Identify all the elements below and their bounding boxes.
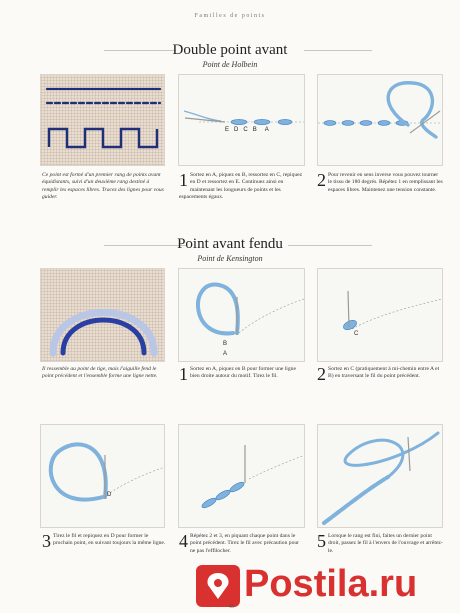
step-number: 4: [179, 531, 188, 551]
label-a: A: [223, 351, 228, 357]
label-b: B: [252, 127, 257, 133]
section2-subtitle: Point de Kensington: [197, 254, 263, 263]
section2-intro: Il ressemble au point de tige, mais l'aiguille fend le point précédent et l'ensemble forme une ligne nette.: [42, 366, 158, 380]
section1-title: Double point avant: [172, 42, 288, 58]
kensington-step2-illustration: [317, 268, 443, 362]
kensington-step5-illustration: [317, 424, 443, 528]
holbein-step2-illustration: [317, 74, 443, 166]
postila-logo-icon: [196, 565, 240, 607]
step-text: Sortez en C (pratiquement à mi-chemin entre A et B) en traversant le fil du point précédent.: [328, 366, 440, 380]
section1-step2: [317, 172, 443, 194]
section1-subtitle: Point de Holbein: [202, 60, 258, 69]
section2-step5: [317, 533, 443, 555]
step-number: 1: [179, 364, 188, 384]
step-number: 2: [317, 170, 326, 190]
kensington-step4-illustration: [178, 424, 305, 528]
label-d: D: [234, 127, 239, 133]
section2-title: Point avant fendu: [177, 236, 283, 252]
step-number: 5: [317, 531, 326, 551]
postila-watermark: Postila.ru: [244, 563, 418, 605]
step-text: Lorsque le rang est fini, faites un dernier point droit, passez le fil à l'envers de l'ouvrage et arrêtez-le.: [328, 533, 443, 554]
step-number: 1: [179, 170, 188, 190]
step-number: 3: [42, 531, 51, 551]
section2-step3: [42, 533, 166, 549]
holbein-step1-illustration: [178, 74, 305, 166]
page-number: 45: [228, 604, 234, 610]
step-text: Sortez en A, piquez en B, ressortez en C, repiquez en D et ressortez en E. Continuez ainsi en maintenant les longueurs de points et les espacements égaux.: [179, 172, 303, 201]
kensington-sample-photo: [40, 268, 165, 362]
label-d: D: [107, 492, 112, 498]
label-c: C: [354, 331, 359, 337]
step-number: 2: [317, 364, 326, 384]
label-a: A: [264, 127, 269, 133]
label-b: B: [223, 341, 228, 347]
section2-step4: [179, 533, 305, 555]
step-text: Sortez en A, piquez en B pour former une ligne bien droite autour du motif. Tirez le fil.: [190, 366, 296, 380]
kensington-step3-illustration: [40, 424, 165, 528]
section2-step1: [179, 366, 305, 382]
holbein-sample-photo: [40, 74, 165, 166]
label-c: C: [243, 127, 248, 133]
label-e: E: [225, 127, 230, 133]
step-text: Pour revenir en sens inverse vous pouvez tourner le tissu de 180 degrés. Répétez 1 en remplissant les espaces libres. Maintenez une tension constante.: [328, 172, 443, 193]
section1-step1: [179, 172, 305, 202]
step-text: Tirez le fil et repiquez en D pour former le prochain point, en suivant toujours la même ligne.: [53, 533, 166, 547]
section2-step2: [317, 366, 443, 382]
kensington-step1-illustration: [178, 268, 305, 362]
running-header: Familles de points: [194, 13, 266, 19]
section1-intro: Ce point est formé d'un premier rang de points avant équidistants, suivi d'un deuxième rang destiné à remplir les espaces libres. Tracez des lignes pour vous guider.: [42, 172, 164, 201]
step-text: Répétez 2 et 3, en piquant chaque point dans le point précédent. Tirez le fil avec précaution pour ne pas l'effilocher.: [190, 533, 300, 554]
